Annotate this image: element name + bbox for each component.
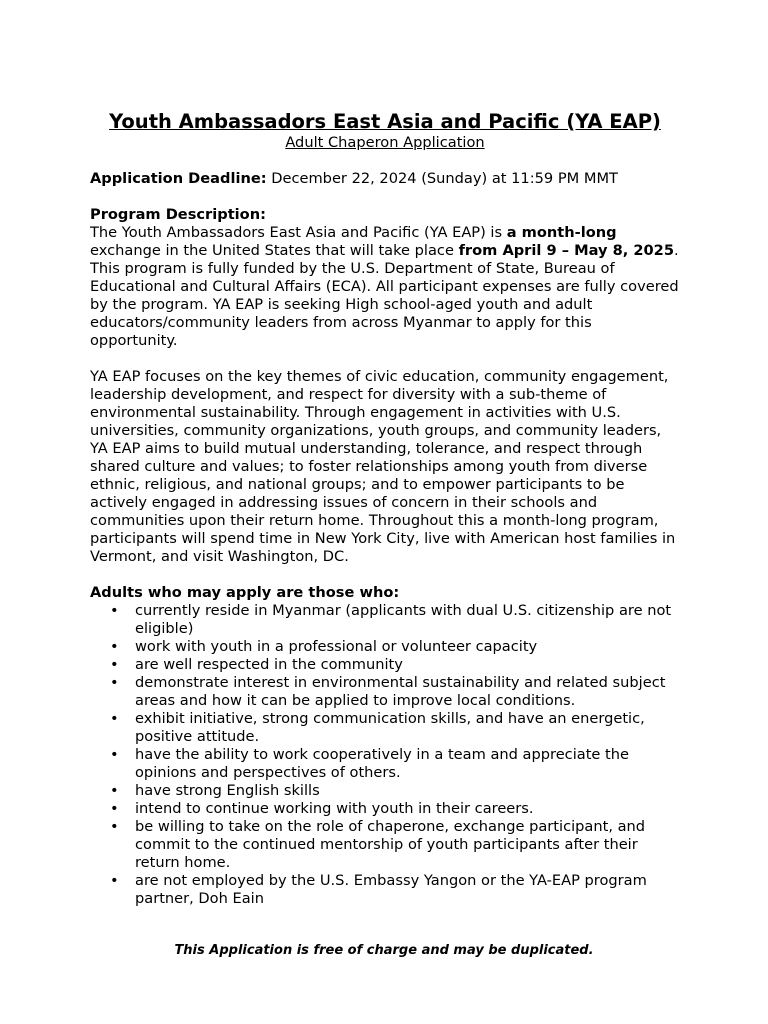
bullet-icon: • <box>110 710 119 727</box>
bullet-icon: • <box>110 638 119 655</box>
document-title: Youth Ambassadors East Asia and Pacific (YA EAP) <box>109 110 661 133</box>
list-item-text: be willing to take on the role of chaperone, exchange participant, and commit to the continued mentorship of youth participants after their return home. <box>135 818 646 871</box>
list-item-text: work with youth in a professional or volunteer capacity <box>135 638 538 655</box>
list-item-text: demonstrate interest in environmental sustainability and related subject areas and how it can be applied to improve local conditions. <box>135 674 666 709</box>
list-item <box>90 872 680 908</box>
list-item-text: intend to continue working with youth in their careers. <box>135 800 534 817</box>
list-item-text: are well respected in the community <box>135 656 403 673</box>
list-item <box>90 800 680 818</box>
eligibility-heading: Adults who may apply are those who: <box>90 584 400 601</box>
program-description-heading: Program Description: <box>90 206 266 223</box>
bullet-icon: • <box>110 674 119 691</box>
list-item-text: have the ability to work cooperatively in a team and appreciate the opinions and perspectives of others. <box>135 746 629 781</box>
program-description-paragraph-1 <box>90 224 680 350</box>
list-item <box>90 656 680 674</box>
document-subtitle: Adult Chaperon Application <box>285 134 485 151</box>
emphasis-text: a month-long <box>506 224 617 241</box>
list-item <box>90 602 680 638</box>
paragraph-text: The Youth Ambassadors East Asia and Pacific (YA EAP) is <box>90 224 507 241</box>
bullet-icon: • <box>110 602 119 619</box>
bullet-icon: • <box>110 782 119 799</box>
footer-note: This Application is free of charge and may be duplicated. <box>174 943 594 958</box>
bullet-icon: • <box>110 818 119 835</box>
bullet-icon: • <box>110 800 119 817</box>
emphasis-text: from April 9 – May 8, 2025 <box>458 242 674 259</box>
document-page <box>90 110 680 908</box>
list-item-text: currently reside in Myanmar (applicants with dual U.S. citizenship are not eligible) <box>135 602 672 637</box>
deadline-value: December 22, 2024 (Sunday) at 11:59 PM MMT <box>266 170 618 187</box>
bullet-icon: • <box>110 746 119 763</box>
list-item <box>90 818 680 872</box>
list-item-text: exhibit initiative, strong communication skills, and have an energetic, positive attitude. <box>135 710 645 745</box>
application-deadline <box>90 170 680 188</box>
paragraph-text: . This program is fully funded by the U.S. Department of State, Bureau of Educational and Cultural Affairs (ECA). All participant expenses are fully covered by the program. YA EAP is seeking High school-aged youth and adult educators/community leaders from across Myanmar to apply for this opportunity. <box>90 242 679 349</box>
bullet-icon: • <box>110 656 119 673</box>
list-item-text: are not employed by the U.S. Embassy Yangon or the YA-EAP program partner, Doh Eain <box>135 872 647 907</box>
paragraph-text: exchange in the United States that will take place <box>90 242 459 259</box>
bullet-icon: • <box>110 872 119 889</box>
deadline-label: Application Deadline: <box>90 170 267 187</box>
program-description-paragraph-2: YA EAP focuses on the key themes of civic education, community engagement, leadership development, and respect for diversity with a sub-theme of environmental sustainability. Through engagement in activities with U.S. universities, community organizations, youth groups, and community leaders, YA EAP aims to build mutual understanding, tolerance, and respect through shared culture and values; to foster relationships among youth from diverse ethnic, religious, and national groups; and to empower participants to be actively engaged in addressing issues of concern in their schools and communities upon their return home. Throughout this a month-long program, participants will spend time in New York City, live with American host families in Vermont, and visit Washington, DC. <box>90 368 676 565</box>
list-item <box>90 638 680 656</box>
list-item <box>90 674 680 710</box>
list-item <box>90 782 680 800</box>
list-item-text: have strong English skills <box>135 782 320 799</box>
list-item <box>90 746 680 782</box>
eligibility-list <box>90 602 680 908</box>
list-item <box>90 710 680 746</box>
